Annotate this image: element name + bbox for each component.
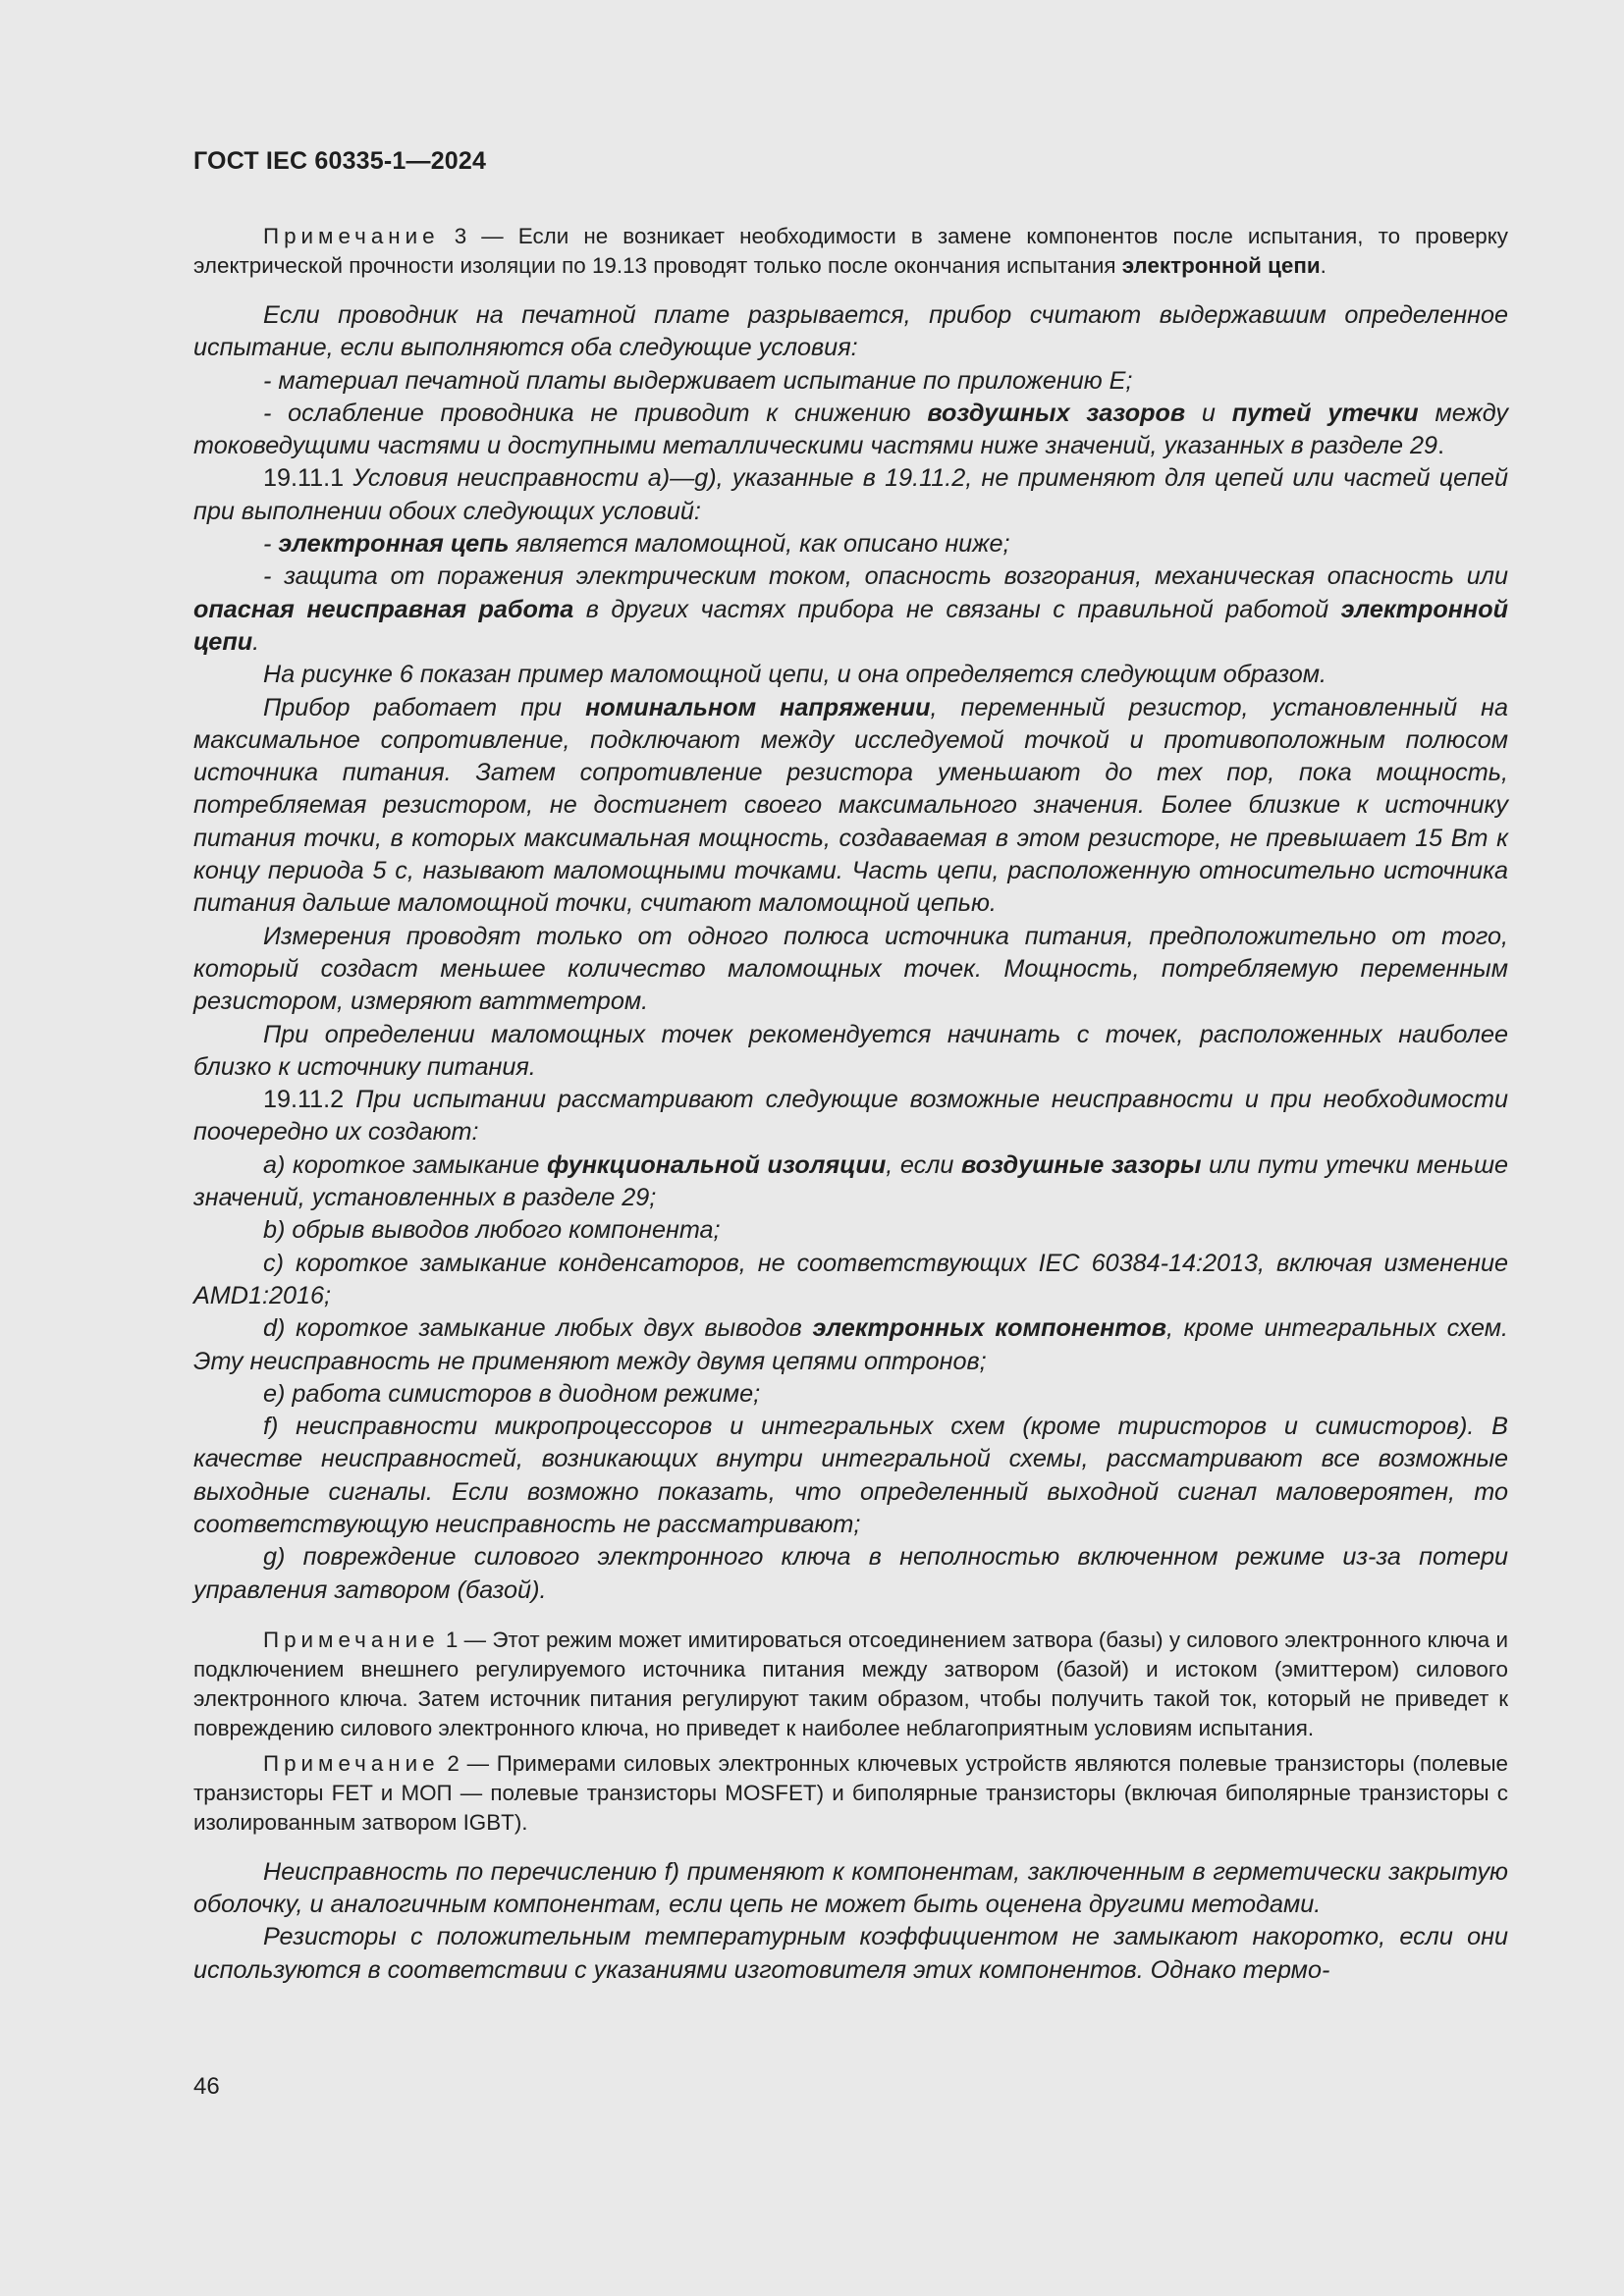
- text-run: -: [263, 530, 279, 559]
- note-text: — Примерами силовых электронных ключевых устройств являются полевые транзисторы (полевые транзисторы FET и МОП — полевые транзисторы MOSFET) и биполярные транзисторы (включая биполярные транзисторы с изолированным затвором IGBT).: [193, 1750, 1508, 1835]
- text-run: является маломощной, как описано ниже;: [509, 530, 1010, 559]
- clause-text: Условия неисправности a)—g), указанные в 19.11.2, не применяют для цепей или частей цепей при выполнении обоих следующих условий:: [193, 464, 1508, 525]
- defined-term: электронной цепи: [193, 595, 1508, 656]
- note-3: [193, 222, 1508, 281]
- list-item: [193, 398, 1508, 463]
- paragraph: [193, 692, 1508, 921]
- text-run: d) короткое замыкание любых двух выводов: [263, 1314, 813, 1343]
- clause-19-11-1: [193, 462, 1508, 528]
- note-label: Примечание: [263, 1750, 440, 1776]
- note-term: электронной цепи: [1121, 253, 1321, 278]
- defined-term: воздушные зазоры: [961, 1150, 1202, 1179]
- text-run: , кроме интегральных схем. Эту неисправность не применяют между двумя цепями оптронов;: [193, 1314, 1508, 1375]
- text-run: или пути утечки меньше значений, установленных в разделе 29;: [193, 1150, 1509, 1212]
- note-number: 1: [445, 1627, 459, 1652]
- clause-number: 19.11.1: [263, 464, 345, 493]
- defined-term: воздушных зазоров: [927, 399, 1186, 427]
- text-run: - ослабление проводника не приводит к снижению: [263, 399, 928, 427]
- note-1: [193, 1626, 1508, 1743]
- defined-term: путей утечки: [1231, 399, 1419, 427]
- text-run: .: [252, 627, 260, 656]
- page-number: 46: [193, 2073, 220, 2100]
- fault-item-b: b) обрыв выводов любого компонента;: [263, 1216, 721, 1245]
- note-label: Примечание: [263, 224, 440, 248]
- fault-item-d: [193, 1312, 1508, 1378]
- note-number: 2: [447, 1750, 460, 1776]
- list-item: [193, 528, 1508, 561]
- fault-item-e: e) работа симисторов в диодном режиме;: [263, 1379, 761, 1408]
- paragraph: Резисторы с положительным температурным коэффициентом не замыкают накоротко, если они используются в соответствии с указаниями изготовителя этих компонентов. Однако термо-: [193, 1923, 1508, 1984]
- fault-item-c: c) короткое замыкание конденсаторов, не соответствующих IEC 60384-14:2013, включая изменение AMD1:2016;: [193, 1249, 1508, 1309]
- list-item: - материал печатной платы выдерживает испытание по приложению E;: [263, 366, 1133, 395]
- note-2: [193, 1749, 1508, 1838]
- text-run: , переменный резистор, установленный на максимальное сопротивление, подключают между исследуемой точкой и противоположным полюсом источника питания. Затем сопротивление резистора уменьшают до тех пор, пока мощность, потребляемая резистором, не достигнет своего максимального значения. Более близкие к источнику питания точки, в которых максимальная мощность, создаваемая в этом резисторе, не превышает 15 Вт к концу периода 5 с, называют маломощными точками. Часть цепи, расположенную относительно источника питания дальше маломощной точки, считают маломощной цепью.: [193, 693, 1508, 918]
- list-item: [193, 561, 1508, 659]
- note-text: — Если не возникает необходимости в замене компонентов после испытания, то проверку электрической прочности изоляции по 19.13 проводят только после окончания испытания: [193, 224, 1508, 278]
- defined-term: электронная цепь: [278, 530, 510, 559]
- paragraph: Измерения проводят только от одного полюса источника питания, предположительно от того, который создаст меньшее количество маломощных точек. Мощность, потребляемую переменным резистором, измеряют ваттметром.: [193, 922, 1508, 1016]
- note-label: Примечание: [263, 1627, 440, 1652]
- text-run: , если: [886, 1150, 962, 1179]
- text-run: и: [1185, 399, 1232, 427]
- defined-term: номинальном напряжении: [585, 693, 931, 721]
- paragraph: На рисунке 6 показан пример маломощной цепи, и она определяется следующим образом.: [263, 661, 1327, 689]
- fault-item-g: g) повреждение силового электронного ключа в неполностью включенном режиме из-за потери управления затвором (базой).: [193, 1543, 1508, 1604]
- text-run: в других частях прибора не связаны с правильной работой: [573, 595, 1341, 623]
- clause-text: При испытании рассматривают следующие возможные неисправности и при необходимости поочередно их создают:: [193, 1086, 1508, 1147]
- clause-19-11-2: [193, 1084, 1508, 1149]
- paragraph: Неисправность по перечислению f) применяют к компонентам, заключенным в герметически закрытую оболочку, и аналогичным компонентам, если цепь не может быть оценена другими методами.: [193, 1857, 1508, 1919]
- defined-term: опасная неисправная работа: [193, 595, 574, 623]
- paragraph: Если проводник на печатной плате разрывается, прибор считают выдержавшим определенное испытание, если выполняются оба следующие условия:: [193, 301, 1508, 362]
- fault-item-f: f) неисправности микропроцессоров и интегральных схем (кроме тиристоров и симисторов). В качестве неисправностей, возникающих внутри интегральной схемы, рассматривают все возможные выходные сигналы. Если возможно показать, что определенный выходной сигнал маловероятен, то соответствующую неисправность не рассматривают;: [193, 1413, 1508, 1538]
- fault-item-a: [193, 1149, 1508, 1215]
- text-run: .: [1437, 432, 1445, 460]
- defined-term: функциональной изоляции: [547, 1150, 887, 1179]
- clause-number: 19.11.2: [263, 1086, 345, 1114]
- text-run: между токоведущими частями и доступными металлическими частями ниже значений, указанных в разделе 29: [193, 399, 1508, 460]
- page-header: ГОСТ IEC 60335-1—2024: [193, 147, 487, 175]
- defined-term: электронных компонентов: [812, 1314, 1166, 1343]
- text-run: - защита от поражения электрическим током, опасность возгорания, механическая опасность или: [263, 562, 1508, 591]
- page-content: [193, 222, 1508, 1987]
- note-number: 3: [454, 224, 467, 248]
- note-text: .: [1320, 253, 1326, 278]
- note-text: — Этот режим может имитироваться отсоединением затвора (базы) у силового электронного ключа и подключением внешнего регулируемого источника питания между затвором (базой) и истоком (эмиттером) силового электронного ключа. Затем источник питания регулируют таким образом, чтобы получить такой ток, который не приведет к повреждению силового электронного ключа, но приведет к наиболее неблагоприятным условиям испытания.: [193, 1627, 1508, 1740]
- paragraph: При определении маломощных точек рекомендуется начинать с точек, расположенных наиболее близко к источнику питания.: [193, 1020, 1508, 1081]
- text-run: a) короткое замыкание: [263, 1150, 548, 1179]
- text-run: Прибор работает при: [263, 693, 586, 721]
